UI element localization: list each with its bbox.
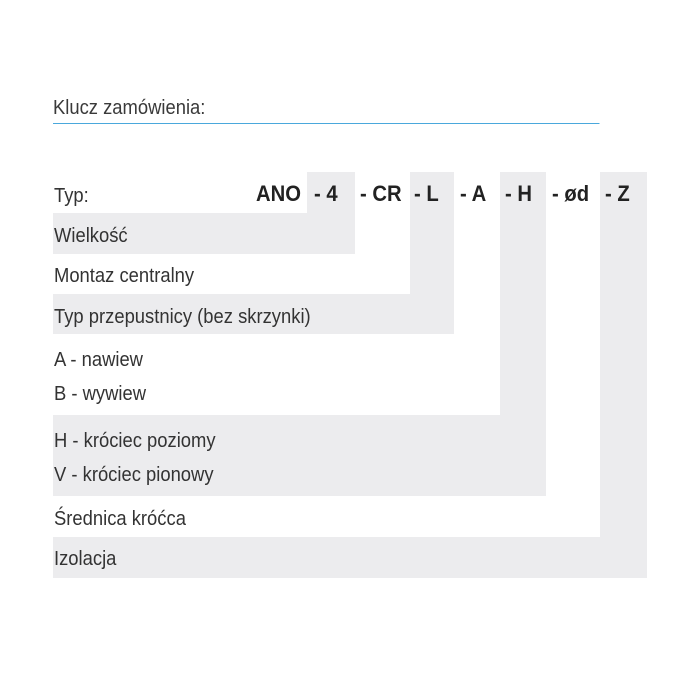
row-label-wielkosc: Wielkość (54, 225, 128, 247)
row-label-srednica-krucca: Średnica króćca (54, 508, 186, 530)
code-segment-4: - 4 (314, 181, 338, 206)
band-row-izolacja (53, 537, 647, 578)
code-segment-ano: ANO (256, 181, 301, 206)
row-label-nawiew: A - nawiew (54, 349, 143, 371)
code-segment-cr: - CR (360, 181, 402, 206)
code-segment-a: - A (460, 181, 487, 206)
code-segment-h: - H (505, 181, 532, 206)
type-label: Typ: (54, 185, 89, 207)
row-label-wywiew: B - wywiew (54, 383, 147, 405)
code-segment-od: - ød (552, 181, 590, 206)
band-column-h (500, 172, 546, 496)
row-label-izolacja: Izolacja (54, 548, 117, 570)
row-label-kruciec-poziomy: H - króciec poziomy (54, 430, 216, 452)
row-label-kruciec-pionowy: V - króciec pionowy (54, 464, 214, 486)
code-segment-l: - L (414, 181, 439, 206)
code-segment-z: - Z (605, 181, 630, 206)
row-label-typ-przepustnicy: Typ przepustnicy (bez skrzynki) (54, 306, 311, 328)
order-key-title: Klucz zamówienia: (53, 96, 599, 124)
row-label-montaz-centralny: Montaz centralny (54, 265, 195, 287)
band-column-z (600, 172, 647, 578)
